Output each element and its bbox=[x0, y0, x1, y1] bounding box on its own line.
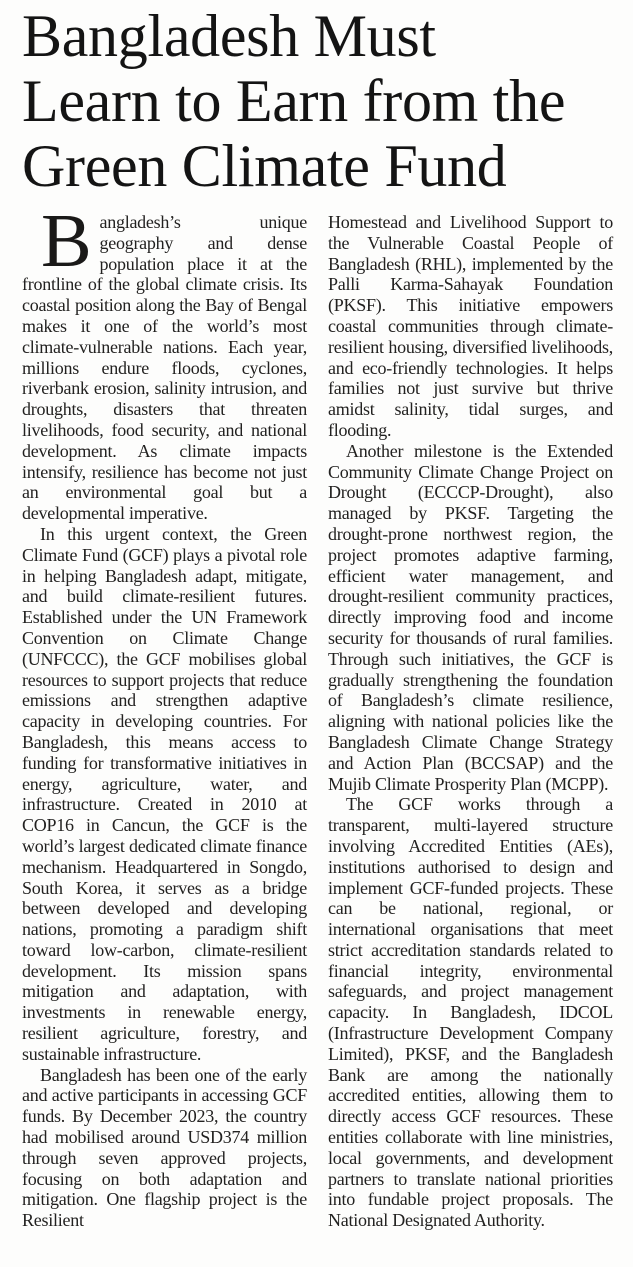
paragraph: Bangladesh has been one of the early and active participants in accessing GCF funds. By December 2023, the country had mobilised around USD374 million through seven approved projects, focusing on both adaptation and mitigation. One flagship project is the Resilient bbox=[22, 1064, 307, 1231]
headline-line-1: Bangladesh Must bbox=[22, 3, 436, 69]
paragraph: Another milestone is the Extended Community Climate Change Project on Drought (ECCCP-Drought), also managed by PKSF. Targeting the drought-prone northwest region, the project promotes adaptive farming, efficient water management, and drought-resilient community practices, directly improving food and income security for thousands of rural families. Through such initiatives, the GCF is gradually strengthening the foundation of Bangladesh’s climate resilience, aligning with national policies like the Bangladesh Climate Change Strategy and Action Plan (BCCSAP) and the Mujib Climate Prosperity Plan (MCPP). bbox=[328, 440, 613, 794]
headline-line-2: Learn to Earn from the bbox=[22, 68, 566, 134]
paragraph-continuation: Homestead and Livelihood Support to the Vulnerable Coastal People of Bangladesh (RHL), implemented by the Palli Karma-Sahayak Foundation (PKSF). This initiative empowers coastal communities through climate-resilient housing, diversified livelihoods, and eco-friendly technologies. It helps families not just survive but thrive amidst salinity, tidal surges, and flooding. bbox=[328, 212, 613, 440]
headline-line-3: Green Climate Fund bbox=[22, 133, 507, 199]
drop-cap: B bbox=[41, 199, 92, 283]
paragraph: The GCF works through a transparent, multi-layered structure involving Accredited Entities (AEs), institutions authorised to design and implement GCF-funded projects. These can be national, regional, or international organisations that meet strict accreditation standards related to financial integrity, environmental safeguards, and project management capacity. In Bangladesh, IDCOL (Infrastructure Development Company Limited), PKSF, and the Bangladesh Bank are among the nationally accredited entities, allowing them to directly access GCF resources. These entities collaborate with line ministries, local governments, and development partners to translate national priorities into fundable project proposals. The National Designated Authority. bbox=[328, 794, 613, 1231]
article-body bbox=[0, 199, 633, 1262]
left-column bbox=[22, 199, 307, 1262]
paragraph-lead-text: angladesh’s unique geography and dense population place it at the frontline of the global climate crisis. Its coastal position along the Bay of Bengal makes it one of the world’s most climate-vulnerable nations. Each year, millions endure floods, cyclones, riverbank erosion, salinity intrusion, and droughts, disasters that threaten livelihoods, food security, and national development. As climate impacts intensify, resilience has become not just an environmental goal but a developmental imperative. bbox=[22, 212, 307, 524]
paragraph: In this urgent context, the Green Climate Fund (GCF) plays a pivotal role in helping Bangladesh adapt, mitigate, and build climate-resilient futures. Established under the UN Framework Convention on Climate Change (UNFCCC), the GCF mobilises global resources to support projects that reduce emissions and strengthen adaptive capacity in developing countries. For Bangladesh, this means access to funding for transformative initiatives in energy, agriculture, water, and infrastructure. Created in 2010 at COP16 in Cancun, the GCF is the world’s largest dedicated climate finance mechanism. Headquartered in Songdo, South Korea, it serves as a bridge between developed and developing nations, promoting a paradigm shift toward low-carbon, climate-resilient development. Its mission spans mitigation and adaptation, with investments in renewable energy, resilient agriculture, forestry, and sustainable infrastructure. bbox=[22, 523, 307, 1064]
right-column bbox=[328, 212, 613, 1262]
article-headline bbox=[0, 0, 633, 199]
paragraph-lead bbox=[22, 199, 307, 524]
